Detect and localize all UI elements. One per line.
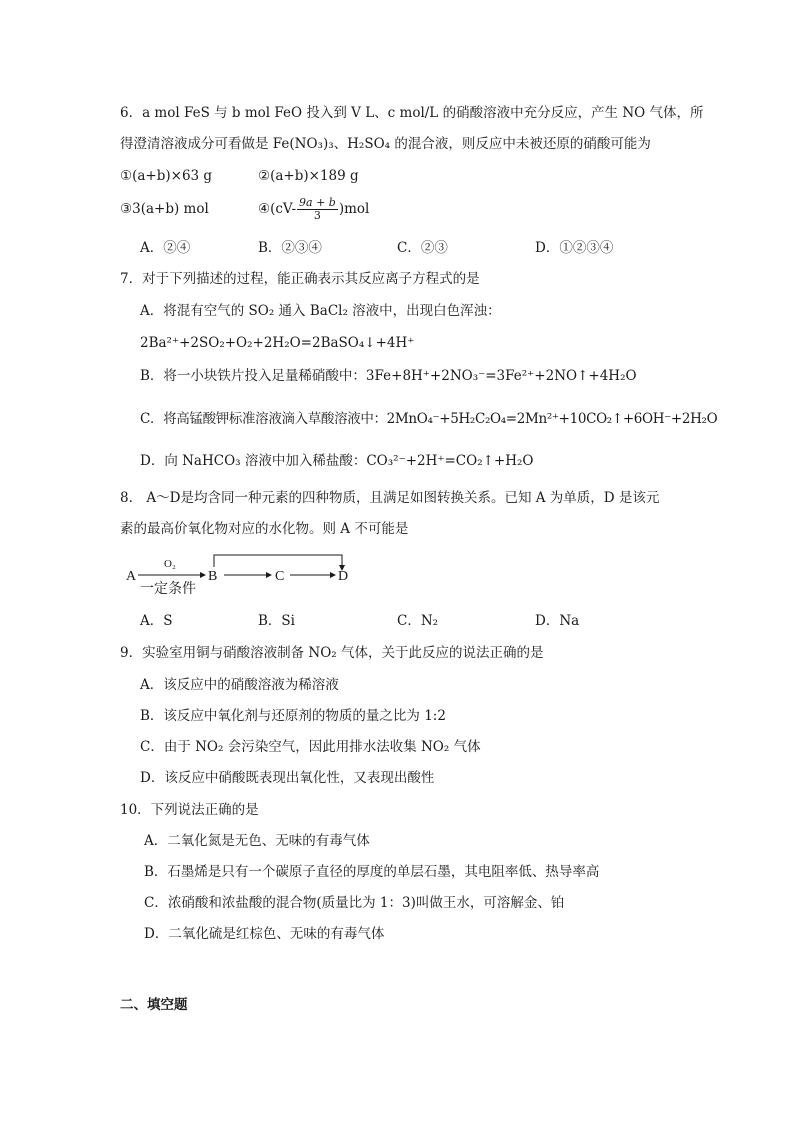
q10-option-d: D．二氧化硫是红棕色、无味的有毒气体 [144, 926, 385, 942]
q7-option-c: C．将高锰酸钾标准溶液滴入草酸溶液中：2MnO₄⁻+5H₂C₂O₄=2Mn²⁺+10CO₂↑+6OH⁻+2H₂O [140, 411, 718, 427]
q8-option-b: B．Si [258, 613, 295, 629]
q9-option-b: B．该反应中氧化剂与还原剂的物质的量之比为 1:2 [140, 708, 446, 724]
node-a: A [126, 569, 137, 584]
node-b: B [208, 569, 218, 584]
arrowhead-a-b [200, 572, 206, 578]
q6-option-d: D．①②③④ [535, 240, 614, 256]
q7-option-a-line1: A．将混有空气的 SO₂ 通入 BaCl₂ 溶液中，出现白色浑浊： [140, 303, 501, 319]
q9-option-d: D．该反应中硝酸既表现出氧化性，又表现出酸性 [140, 770, 435, 786]
q7-option-d: D．向 NaHCO₃ 溶液中加入稀盐酸：CO₃²⁻+2H⁺=CO₂↑+H₂O [140, 453, 534, 469]
q8-option-d: D．Na [535, 613, 580, 629]
node-c: C [275, 569, 285, 584]
arrowhead-b-c [266, 572, 272, 578]
q6-item-3: ③3(a+b) mol [120, 201, 209, 217]
q10-stem: 10．下列说法正确的是 [120, 802, 259, 818]
q6-option-a: A．②④ [140, 240, 191, 256]
q6-option-b: B．②③④ [258, 240, 322, 256]
q8-option-c: C．N₂ [397, 613, 439, 629]
q6-item-2: ②(a+b)×189 g [258, 168, 359, 184]
q10-option-b: B．石墨烯是只有一个碳原子直径的厚度的单层石墨，其电阻率低、热导率高 [144, 864, 600, 880]
q7-option-b: B．将一小块铁片投入足量稀硝酸中：3Fe+8H⁺+2NO₃⁻=3Fe²⁺+2NO↑+4H₂O [140, 368, 637, 384]
node-d: D [338, 569, 349, 584]
arrowhead-c-d [330, 572, 336, 578]
q6-item-1: ①(a+b)×63 g [120, 168, 213, 184]
conversion-diagram [122, 553, 362, 603]
q6-option-c: C．②③ [397, 240, 448, 256]
q6-item-4-fraction [297, 197, 338, 222]
reagent-o2: O₂ [164, 558, 176, 570]
q6-stem-line1: 6．a mol FeS 与 b mol FeO 投入到 V L、c mol/L 的硝酸溶液中充分反应，产生 NO 气体，所 [120, 105, 704, 121]
condition-label: 一定条件 [140, 582, 196, 597]
q7-option-a-line2: 2Ba²⁺+2SO₂+O₂+2H₂O=2BaSO₄↓+4H⁺ [140, 335, 415, 351]
fraction-denominator: 3 [313, 209, 321, 222]
q7-stem: 7．对于下列描述的过程，能正确表示其反应离子方程式的是 [120, 271, 480, 287]
q10-option-c: C．浓硝酸和浓盐酸的混合物(质量比为 1：3)叫做王水，可溶解金、铂 [144, 895, 565, 911]
q6-item-4-suffix: )mol [338, 201, 370, 217]
q8-stem-line2: 素的最高价氧化物对应的水化物。则 A 不可能是 [120, 521, 409, 537]
bracket-line [214, 555, 342, 567]
q6-item-4 [258, 193, 369, 225]
q6-item-4-prefix: ④(cV- [258, 201, 297, 217]
q9-stem: 9．实验室用铜与硝酸溶液制备 NO₂ 气体，关于此反应的说法正确的是 [120, 645, 544, 661]
q9-option-a: A．该反应中的硝酸溶液为稀溶液 [140, 677, 339, 693]
q8-option-a: A．S [140, 613, 173, 629]
q10-option-a: A．二氧化氮是无色、无味的有毒气体 [144, 833, 370, 849]
q8-stem-line1: 8． A～D是均含同一种元素的四种物质，且满足如图转换关系。已知 A 为单质，D 是该元 [120, 490, 660, 506]
fraction-numerator: 9a + b [299, 196, 336, 209]
section-heading-fill-in: 二、填空题 [120, 997, 188, 1013]
q6-stem-line2: 得澄清溶液成分可看做是 Fe(NO₃)₃、H₂SO₄ 的混合液，则反应中未被还原的硝酸可能为 [120, 136, 651, 152]
q9-option-c: C．由于 NO₂ 会污染空气，因此用排水法收集 NO₂ 气体 [140, 739, 481, 755]
